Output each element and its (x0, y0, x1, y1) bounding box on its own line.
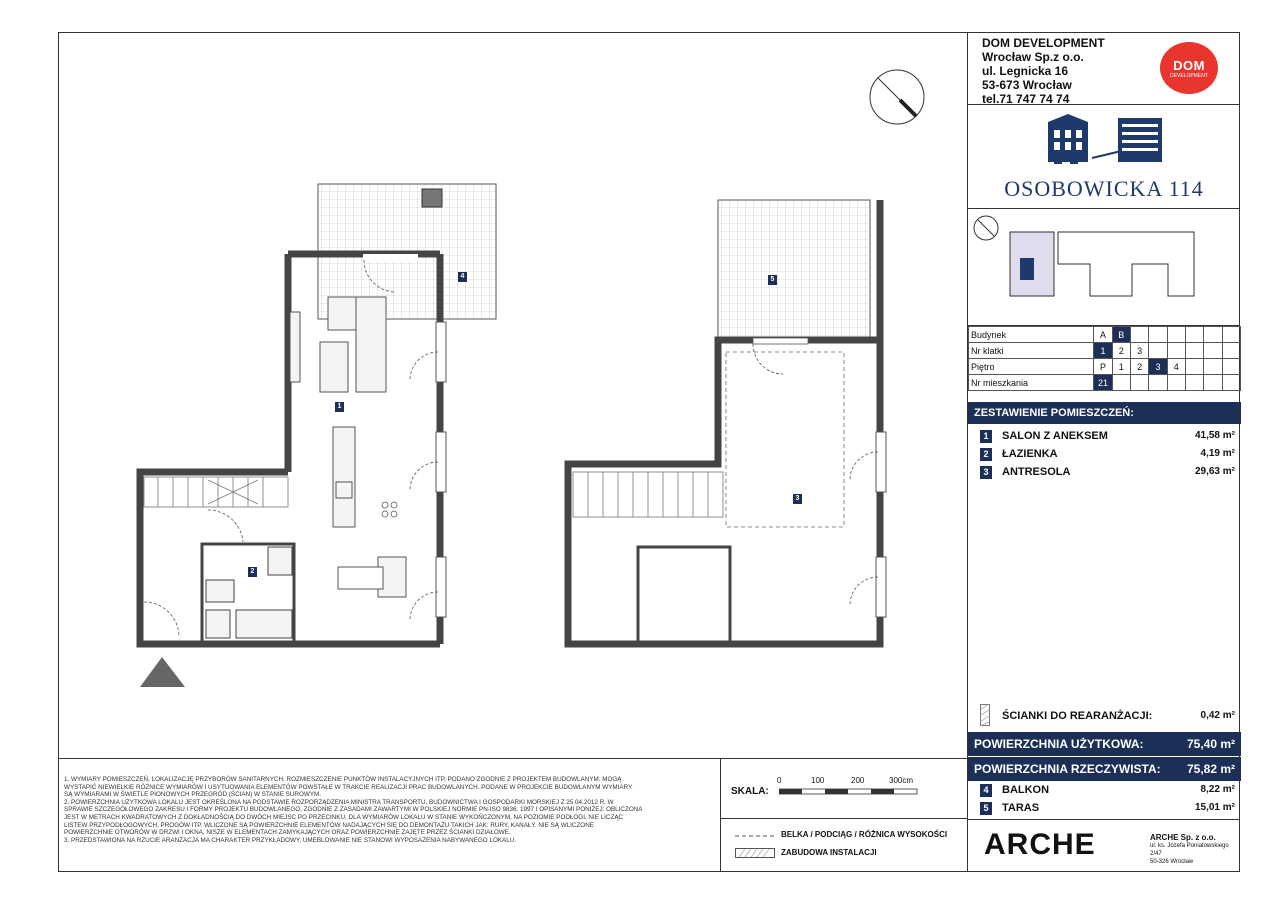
hatched-wall-icon (980, 704, 990, 726)
floor-option-1: 1 (1112, 359, 1130, 375)
note-line: 3. PRZEDSTAWIONA NA RZUCIE ARANŻACJA MA CHARAKTER PRZYKŁADOWY, UMEBLOWANIE NIE STANOWI WYPOSAŻENIA NABYWANEGO LOKALU. (64, 836, 517, 844)
entrance-marker-icon (140, 657, 185, 687)
note-line: SĄ WYMIARAMI W ŚWIETLE PIONOWYCH PRZEGRÓD (ŚCIAN) W STANIE SUROWYM. (64, 791, 322, 799)
room-name: SALON Z ANEKSEM (1002, 430, 1108, 442)
arche-logo-text: ARCHE (984, 828, 1096, 861)
room-row (968, 464, 1241, 482)
floor-label: Piętro (969, 359, 1094, 375)
usable-area-bar (968, 732, 1241, 756)
beam-legend-label: BELKA / PODCIĄG / RÓŻNICA WYSOKOŚCI (781, 830, 948, 839)
staircase-option-2: 2 (1112, 343, 1130, 359)
floor-option-2: 2 (1130, 359, 1148, 375)
walls-row (968, 708, 1241, 726)
usable-area-label: POWIERZCHNIA UŻYTKOWA: (974, 737, 1144, 751)
logo-subtext: DEVELOPMENT (1170, 72, 1208, 79)
unit-info-table (968, 326, 1241, 391)
extra-row (968, 782, 1241, 800)
company-branch: Wrocław Sp.z o.o. (982, 50, 1084, 64)
note-line: LISTEW PRZYPODŁOGOWYCH, PROGÓW ITP. WLICZONE SĄ POWIERZCHNIE ELEMENTÓW NADAJĄCYCH SIĘ DO DEMONTAŻU TAKICH JAK: RURY, KANAŁY. NIE SĄ WLICZONE (64, 821, 594, 829)
actual-area-value: 75,82 m² (1186, 762, 1235, 776)
staircase-label: Nr klatki (969, 343, 1094, 359)
floor-option-p: P (1094, 359, 1112, 375)
actual-area-label: POWIERZCHNIA RZECZYWISTA: (974, 762, 1161, 776)
extra-name: BALKON (1002, 784, 1050, 796)
extra-name: TARAS (1002, 802, 1040, 814)
site-plan-map (972, 212, 1236, 322)
company-phone: tel.71 747 74 74 (982, 92, 1070, 106)
room-label-3: 3 (793, 494, 802, 504)
room-area: 29,63 m² (1194, 466, 1235, 477)
company-name: DOM DEVELOPMENT (982, 36, 1105, 50)
note-line: POWIERZCHNIE OTWORÓW W DRZWI I OKNA, NISZE W ELEMENTACH ZAMYKAJĄCYCH ORAZ POWIERZCHNIE ZAJĘTE PRZEZ ŚCIANKI DZIAŁOWE. (64, 829, 511, 837)
building-option-b: B (1112, 327, 1130, 343)
arche-logo (984, 828, 1096, 862)
floor-plan (58, 32, 968, 758)
note-line: SPRAWIE SZCZEGÓŁOWEGO ZAKRESU I FORMY PROJEKTU BUDOWLANEGO, ZGODNIE Z ZASADAMI ZAWARTYMI W POLSKIEJ NORMIE PN-ISO 9836: 1997 I OPISANYMI PONIŻEJ: OBLICZONA (64, 806, 643, 814)
note-line: JEST W METRACH KWADRATOWYCH Z DOKŁADNOŚCIĄ DO DWÓCH MIEJSC PO PRZECINKU, DLA WYMIARÓW LOKALU W STANIE WYKOŃCZONYM, NA POZIOMIE PODŁOGI, NIE LICZĄC (64, 813, 624, 821)
walls-label: ŚCIANKI DO REARANŻACJI: (1002, 710, 1153, 722)
scale-tick-0: 0 (777, 776, 782, 785)
compass-icon (870, 70, 924, 124)
rooms-header: ZESTAWIENIE POMIESZCZEŃ: (968, 402, 1241, 424)
installation-legend-label: ZABUDOWA INSTALACJI (781, 848, 877, 857)
room-number: 3 (980, 466, 992, 479)
info-panel (967, 32, 1240, 872)
scale-bar (779, 788, 919, 796)
architect-info (1150, 834, 1240, 866)
extra-row (968, 800, 1241, 818)
room-name: ANTRESOLA (1002, 466, 1071, 478)
room-label-5: 5 (768, 275, 777, 285)
room-label-4: 4 (458, 272, 467, 282)
room-area: 4,19 m² (1200, 448, 1235, 459)
note-line: 2. POWIERZCHNIA UŻYTKOWA LOKALU JEST OKREŚLONA NA PODSTAWIE ROZPORZĄDZENIA MINISTRA TRANSPORTU, BUDOWNICTWA I GOSPODARKI MORSKIEJ Z 25.04.2012 R. W (64, 798, 614, 806)
building-option-a: A (1094, 327, 1112, 343)
apartment-number: 21 (1094, 375, 1112, 391)
installation-legend-icon (735, 848, 775, 858)
note-line: WYSTAPIĆ NIEWIELKIE RÓŻNICE WYMIARÓW I USYTUOWANIA ELEMENTÓW POWSTAŁE W TRAKCIE REALIZACJI PRAC BUDOWLANYCH. PODANE W PROJEKCIE BUDOWLANYM WYMIARY (64, 783, 633, 791)
room-area: 41,58 m² (1194, 430, 1235, 441)
room-row (968, 428, 1241, 446)
extra-number: 4 (980, 784, 992, 797)
staircase-option-1: 1 (1094, 343, 1112, 359)
extra-number: 5 (980, 802, 992, 815)
beam-legend-icon (735, 832, 775, 840)
scale-label: SKALA: (731, 786, 769, 797)
usable-area-value: 75,40 m² (1186, 737, 1235, 751)
legend-divider (721, 818, 968, 819)
walls-area: 0,42 m² (1200, 710, 1235, 721)
project-title: OSOBOWICKA 114 (1004, 176, 1204, 201)
notes-block (64, 776, 674, 844)
building-illustration-icon (1044, 112, 1168, 166)
extra-area: 8,22 m² (1200, 784, 1235, 795)
scale-tick-100: 100 (811, 776, 825, 785)
architect-city: 50-326 Wrocław (1150, 859, 1194, 865)
room-name: ŁAZIENKA (1002, 448, 1058, 460)
floor-option-3: 3 (1149, 359, 1167, 375)
room-number: 2 (980, 448, 992, 461)
company-city: 53-673 Wrocław (982, 78, 1072, 92)
building-label: Budynek (969, 327, 1094, 343)
room-number: 1 (980, 430, 992, 443)
floor-option-4: 4 (1167, 359, 1185, 375)
room-label-2: 2 (248, 567, 257, 577)
terrace-area (718, 200, 870, 340)
logo-text: DOM (1173, 57, 1205, 73)
architect-name: ARCHE Sp. z o.o. (1150, 833, 1216, 842)
company-info (982, 36, 1105, 106)
apartment-label: Nr mieszkania (969, 375, 1094, 391)
architect-address: ul. ks. Józefa Poniatowskiego 2/47 (1150, 843, 1229, 857)
room-row (968, 446, 1241, 464)
note-line: 1. WYMIARY POMIESZCZEŃ, LOKALIZACJĘ PRZYBORÓW SANITARNYCH, ROZMIESZCZENIE PUNKTÓW INSTALACYJNYCH ITP. PODANO ZGODNIE Z PROJEKTEM BUDOWLANYM. MOGĄ (64, 776, 622, 783)
room-label-1: 1 (335, 402, 344, 412)
dom-development-logo (1160, 42, 1218, 94)
staircase-option-3: 3 (1130, 343, 1148, 359)
scale-tick-300: 300cm (889, 776, 914, 785)
extra-area: 15,01 m² (1194, 802, 1235, 813)
scale-tick-200: 200 (851, 776, 865, 785)
company-street: ul. Legnicka 16 (982, 64, 1069, 78)
scale-legend (720, 758, 968, 872)
actual-area-bar (968, 757, 1241, 781)
